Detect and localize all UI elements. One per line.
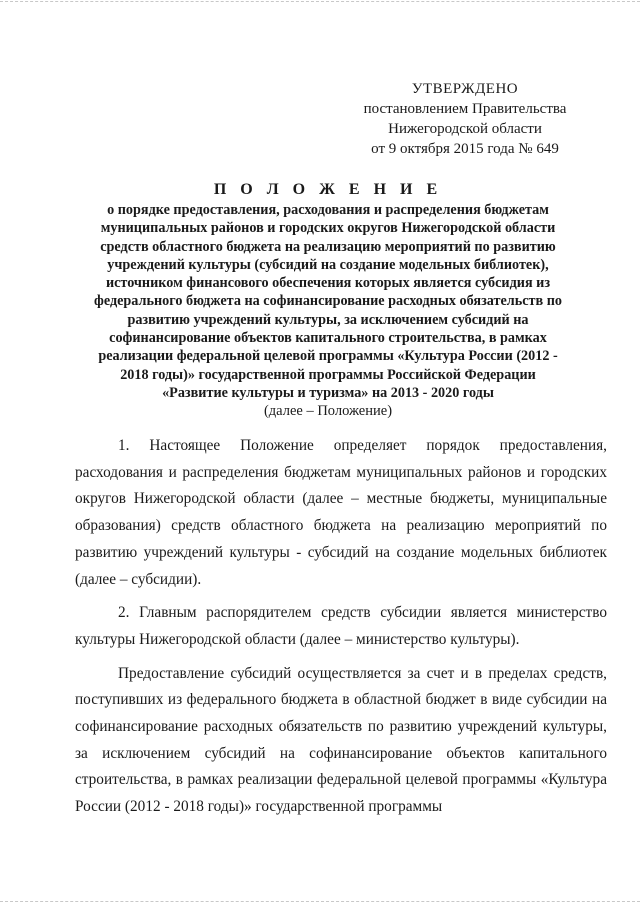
subtitle-line: муниципальных районов и городских округов Нижегородской области bbox=[100, 220, 556, 237]
approval-line-2: Нижегородской области bbox=[388, 121, 542, 137]
subtitle-line: средств областного бюджета на реализацию мероприятий по развитию bbox=[100, 238, 556, 255]
document-subtitle bbox=[58, 201, 598, 402]
subtitle-line: о порядке предоставления, расходования и распределения бюджетам bbox=[107, 202, 549, 218]
subtitle-line: софинансирование объектов капитального строительства, в рамках bbox=[109, 330, 547, 347]
subtitle-line: реализации федеральной целевой программы «Культура России (2012 - bbox=[98, 348, 558, 365]
document-body bbox=[75, 433, 607, 821]
approval-heading: УТВЕРЖДЕНО bbox=[411, 81, 519, 97]
scan-edge-top bbox=[0, 1, 640, 2]
approval-line-1: постановлением Правительства bbox=[363, 101, 567, 117]
scan-edge-bottom bbox=[0, 901, 640, 902]
body-paragraph-2: 2. Главным распорядителем средств субсидии является министерство культуры Нижегородской области (далее – министерство культуры). bbox=[75, 604, 607, 648]
approval-line-3: от 9 октября 2015 года № 649 bbox=[371, 141, 559, 157]
subtitle-line: развитию учреждений культуры, за исключением субсидий на bbox=[127, 311, 529, 328]
document-title: П О Л О Ж Е Н И Е bbox=[213, 181, 443, 198]
approval-stamp bbox=[340, 79, 590, 159]
subtitle-line: 2018 годы)» государственной программы Российской Федерации bbox=[120, 366, 536, 383]
document-abbreviation: (далее – Положение) bbox=[263, 403, 393, 420]
subtitle-line: «Развитие культуры и туризма» на 2013 - 2020 годы bbox=[162, 384, 494, 401]
body-paragraph-1: 1. Настоящее Положение определяет порядок предоставления, расходования и распределения бюджетам муниципальных районов и городских округов Нижегородской области (далее – местные бюджеты, муниципальные образования) средств областного бюджета на реализацию мероприятий по развитию учреждений культуры - субсидий на создание модельных библиотек (далее – субсидии). bbox=[75, 437, 607, 588]
subtitle-line: источником финансового обеспечения которых является субсидия из bbox=[105, 275, 551, 292]
subtitle-line: учреждений культуры (субсидий на создание модельных библиотек), bbox=[107, 256, 549, 273]
document-title-block bbox=[58, 180, 598, 421]
subtitle-line: федерального бюджета на софинансирование расходных обязательств по bbox=[94, 293, 562, 310]
body-paragraph-3: Предоставление субсидий осуществляется за счет и в пределах средств, поступивших из федерального бюджета в областной бюджет в виде субсидии на софинансирование расходных обязательств по развитию учреждений культуры, за исключением субсидий на софинансирование объектов капитального строительства, в рамках реализации федеральной целевой программы «Культура России (2012 - 2018 годы)» государственной программы bbox=[75, 664, 607, 816]
